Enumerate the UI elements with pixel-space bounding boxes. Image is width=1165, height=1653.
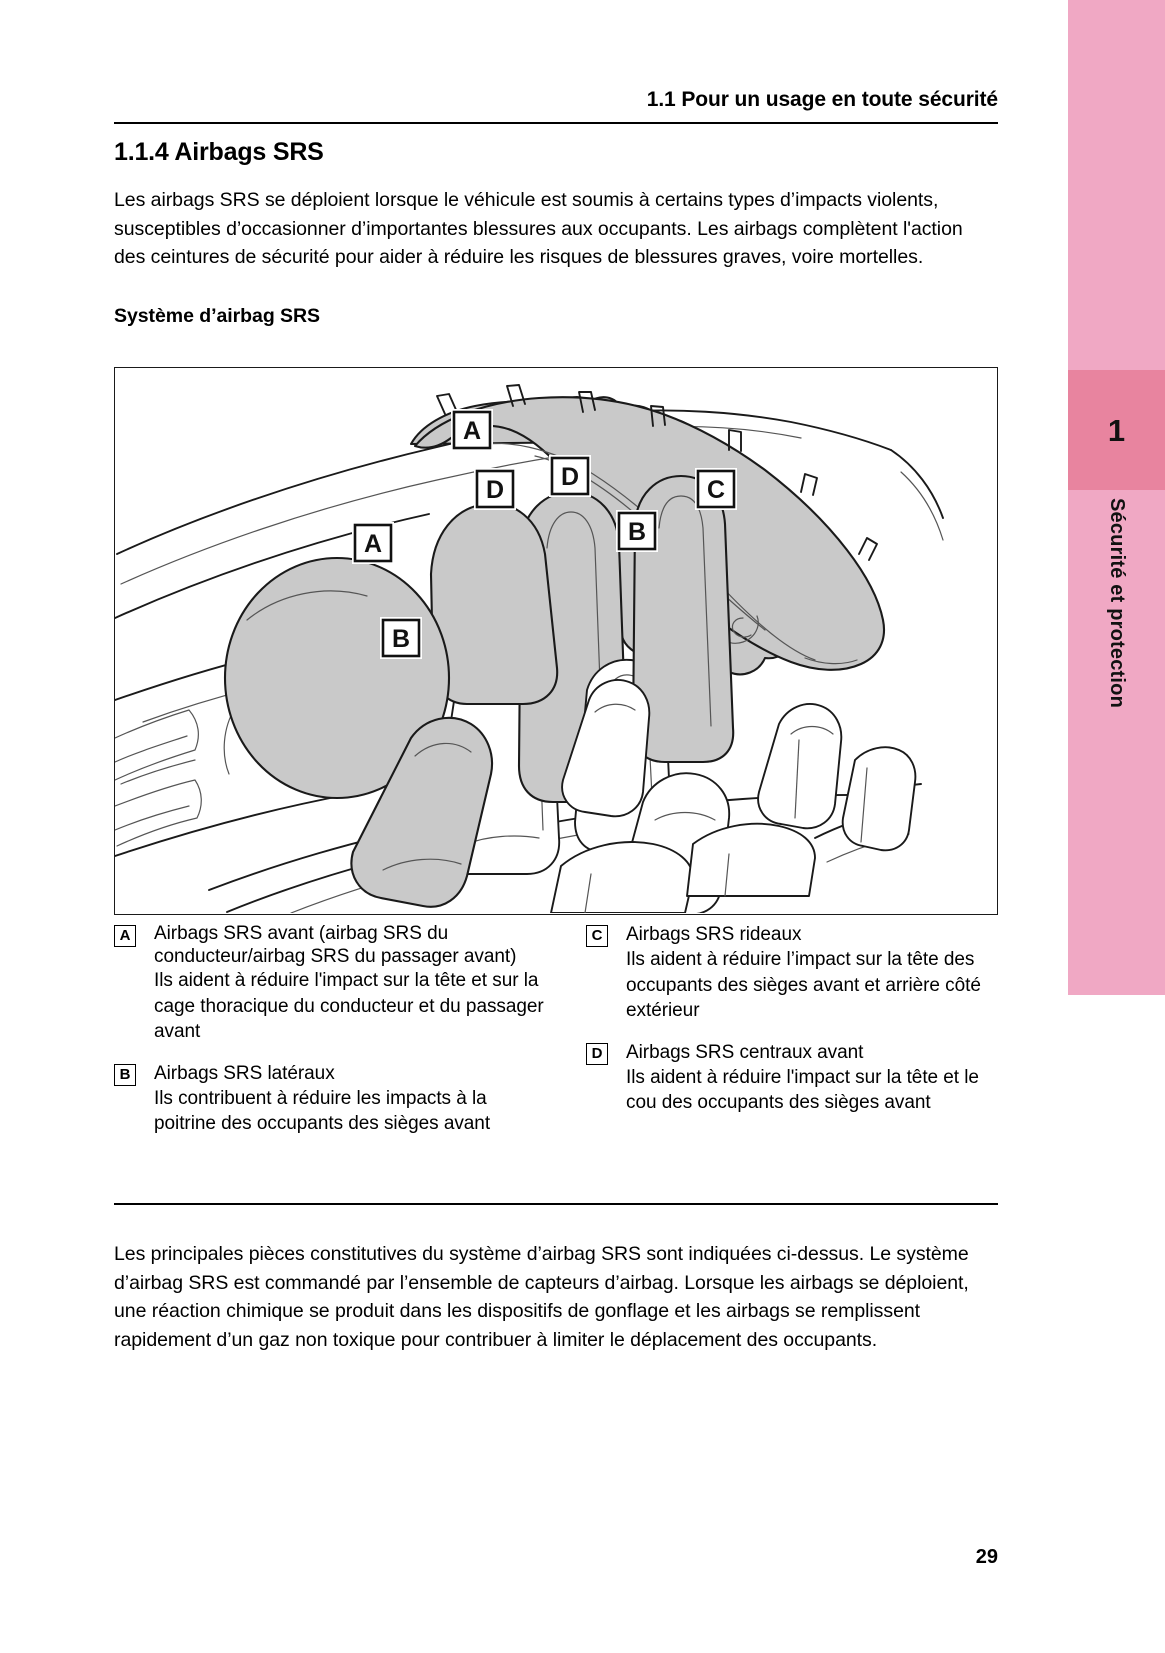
running-header [114,88,998,112]
car-interior-diagram [115,368,996,913]
chapter-label-vertical [1068,492,1165,772]
legend-item-b [114,1061,544,1137]
callout-b-rear [619,513,655,549]
legend-item-c [586,922,998,1024]
callout-c-curtain [698,471,734,507]
legend-divider [114,1203,998,1205]
callout-d-first [477,471,513,507]
callout-b-front [383,620,419,656]
legend-column-right [586,922,998,1132]
legend-heading-a: Airbags SRS avant (airbag SRS du conducteur/airbag SRS du passager avant) [154,923,517,967]
svg-text:B: B [627,518,647,546]
airbag-system-illustration [114,367,998,915]
outro-paragraph: Les principales pièces constitutives du système d’airbag SRS sont indiquées ci-dessus. Le système d’airbag SRS est commandé par l’ensemble de capteurs d’airbag. Lorsque les airbags se déploient, une réaction chimique se produit dans les dispositifs de gonflage et les airbags se remplissent rapidement d’un gaz non toxique pour contribuer à limiter le déplacement des occupants. [114,1243,969,1351]
svg-text:C: C [706,476,726,504]
legend-marker-a: A [114,925,136,947]
legend-description-d: Ils aident à réduire l'impact sur la tête et le cou des occupants des sièges avant [626,1066,979,1113]
svg-text:B: B [391,625,411,653]
legend-heading-b: Airbags SRS latéraux [154,1062,335,1084]
callout-d-second [552,458,588,494]
legend-item-a [114,922,544,1045]
legend-marker-c: C [586,925,608,947]
legend-description-b: Ils contribuent à réduire les impacts à la poitrine des occupants des sièges avant [154,1087,491,1134]
legend-item-d [586,1040,998,1116]
svg-text:A: A [462,417,482,445]
page-number: 29 [975,1546,998,1568]
running-header-title: 1.1 Pour un usage en toute sécurité [646,88,998,111]
legend-marker-d: D [586,1043,608,1065]
chapter-number-block [1068,370,1165,490]
chapter-number: 1 [1107,412,1126,448]
legend-description-a: Ils aident à réduire l'impact sur la tête et sur la cage thoracique du conducteur et du passager avant [154,970,544,1042]
chapter-label-text: Sécurité et protection [1106,498,1128,708]
legend-column-left [114,922,544,1153]
svg-text:D: D [485,476,505,504]
legend-heading-d: Airbags SRS centraux avant [626,1041,864,1063]
page-title: 1.1.4 Airbags SRS [114,138,324,166]
subsection-title: Système d’airbag SRS [114,305,320,327]
intro-paragraph: Les airbags SRS se déploient lorsque le véhicule est soumis à certains types d’impacts violents, susceptibles d’occasionner d’importantes blessures aux occupants. Les airbags complètent l'action des ceintures de sécurité pour aider à réduire les risques de blessures graves, voire mortelles. [114,189,963,268]
callout-a-upper [454,412,490,448]
header-divider [114,122,998,124]
chapter-side-tab [1068,0,1165,995]
legend-description-c: Ils aident à réduire l’impact sur la tête des occupants des sièges avant et arrière côté extérieur [626,949,981,1021]
legend-marker-b: B [114,1064,136,1086]
svg-text:A: A [363,530,383,558]
svg-text:D: D [560,463,580,491]
callout-a-driver [355,525,391,561]
legend-heading-c: Airbags SRS rideaux [626,924,802,945]
